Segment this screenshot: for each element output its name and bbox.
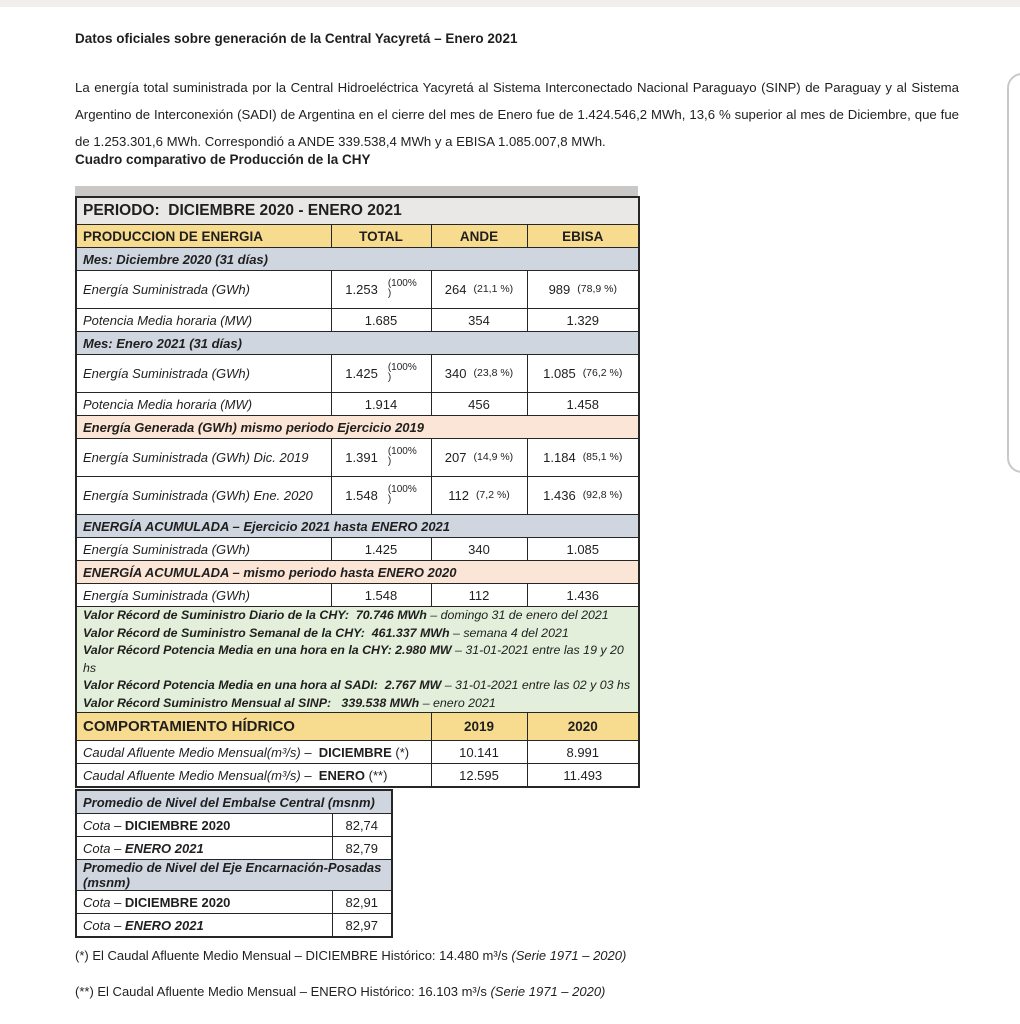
hydro-value-2019: 10.141	[431, 741, 527, 764]
ande-pct: (14,9 %)	[473, 451, 514, 463]
total-note-line2: )	[387, 455, 392, 467]
hydro-label-italic: Caudal Afluente Medio Mensual(m³/s) –	[83, 744, 319, 760]
hydro-label-month: DICIEMBRE	[318, 744, 392, 760]
total-note	[388, 485, 417, 505]
total-value: 1.253	[345, 282, 378, 297]
ebisa-cell	[527, 271, 639, 309]
levels-row-eje-january	[76, 914, 392, 938]
record-line-monthly-sinp	[83, 695, 632, 713]
page-top-strip	[0, 0, 1020, 7]
total-value: 1.548	[331, 584, 431, 607]
hydro-label-mark: (**)	[365, 767, 388, 783]
ande-value: 207	[444, 450, 467, 465]
total-value: 1.914	[331, 393, 431, 416]
ebisa-value: 1.085	[527, 538, 639, 561]
total-note-line1: (100%	[387, 277, 417, 289]
hydro-header-row	[76, 713, 639, 741]
hydro-label-mark: (*)	[391, 744, 410, 760]
table-row-january-supplied	[76, 355, 639, 393]
total-cell	[331, 271, 431, 309]
total-note-line2: )	[387, 371, 392, 383]
record-rest: – semana 4 del 2021	[449, 625, 569, 640]
ebisa-value: 1.329	[527, 309, 639, 332]
ebisa-pct: (92,8 %)	[582, 489, 623, 501]
row-label: Energía Suministrada (GWh)	[76, 584, 331, 607]
levels-header-embalse: Promedio de Nivel del Embalse Central (msnm)	[76, 790, 392, 814]
column-header-total: TOTAL	[331, 225, 431, 248]
hydro-value-2020: 8.991	[527, 741, 639, 764]
total-value-wrap	[338, 361, 425, 384]
ande-pct: (7,2 %)	[475, 489, 510, 501]
ebisa-pct: (76,2 %)	[582, 367, 623, 379]
section-row-december	[76, 248, 639, 271]
hydro-row-label	[76, 741, 431, 764]
cota-label	[76, 914, 332, 938]
total-note-line1: (100%	[387, 361, 417, 373]
total-value-wrap	[338, 483, 425, 506]
ebisa-value: 1.458	[527, 393, 639, 416]
records-row	[76, 607, 639, 713]
levels-header-eje: Promedio de Nivel del Eje Encarnación-Posadas (msnm)	[76, 860, 392, 891]
record-line-hour-sadi	[83, 677, 632, 695]
total-value: 1.548	[345, 488, 378, 503]
cota-prefix: Cota –	[83, 894, 125, 910]
records-block	[76, 607, 639, 713]
cota-prefix: Cota –	[83, 917, 125, 933]
table-row-accumulated-2020	[76, 584, 639, 607]
scrollbar-thumb[interactable]	[1007, 73, 1020, 473]
total-value: 1.685	[331, 309, 431, 332]
hydro-label-italic: Caudal Afluente Medio Mensual(m³/s) –	[83, 767, 319, 783]
ande-cell	[431, 477, 527, 515]
table-row-december-power	[76, 309, 639, 332]
ande-value: 456	[431, 393, 527, 416]
footnote-text: (**) El Caudal Afluente Medio Mensual – ENERO Histórico: 16.103 m³/s	[75, 984, 491, 999]
total-cell	[331, 439, 431, 477]
table-caption: Cuadro comparativo de Producción de la CHY	[75, 152, 371, 167]
ande-cell	[431, 439, 527, 477]
ebisa-pct: (78,9 %)	[577, 283, 617, 295]
total-cell	[331, 477, 431, 515]
footnote-serie: (Serie 1971 – 2020)	[511, 948, 627, 963]
section-energia-generada-2019: Energía Generada (GWh) mismo periodo Ejercicio 2019	[76, 416, 639, 439]
total-cell	[331, 355, 431, 393]
column-header-ebisa: EBISA	[527, 225, 639, 248]
footnote-text: (*) El Caudal Afluente Medio Mensual – DICIEMBRE Histórico: 14.480 m³/s	[75, 948, 512, 963]
total-note-line2: )	[387, 493, 392, 505]
ebisa-cell	[527, 477, 639, 515]
hydro-value-2019: 12.595	[431, 764, 527, 788]
total-note	[388, 447, 417, 467]
hydro-row-december	[76, 741, 639, 764]
document-title: Datos oficiales sobre generación de la Central Yacyretá – Enero 2021	[75, 31, 518, 46]
total-note-line1: (100%	[387, 483, 417, 495]
record-bold: Valor Récord Potencia Media en una hora en la CHY: 2.980 MW	[83, 643, 452, 657]
hydro-label-month: ENERO	[318, 767, 366, 783]
ebisa-value: 1.436	[527, 584, 639, 607]
row-label: Energía Suministrada (GWh) Ene. 2020	[76, 477, 331, 515]
cota-label	[76, 891, 332, 914]
intro-paragraph: La energía total suministrada por la Central Hidroeléctrica Yacyretá al Sistema Interconectado Nacional Paraguayo (SINP) de Paraguay y al Sistema Argentino de Interconexión (SADI) de Argentina en el cierre del mes de Enero fue de 1.424.546,2 MWh, 13,6 % superior al mes de Diciembre, que fue de 1.253.301,6 MWh. Correspondió a ANDE 339.538,4 MWh y a EBISA 1.085.007,8 MWh.	[75, 80, 959, 149]
ande-value: 340	[444, 366, 467, 381]
section-energia-acumulada-2020: ENERGÍA ACUMULADA – mismo periodo hasta ENERO 2020	[76, 561, 639, 584]
ande-value: 354	[431, 309, 527, 332]
record-line-hour-chy	[83, 642, 632, 677]
ande-pct: (23,8 %)	[473, 367, 514, 379]
ande-value: 112	[448, 488, 469, 503]
column-header-ande: ANDE	[431, 225, 527, 248]
total-value-wrap	[338, 277, 425, 300]
ebisa-pct: (85,1 %)	[582, 451, 623, 463]
hydro-title: COMPORTAMIENTO HÍDRICO	[76, 713, 431, 741]
total-value-wrap	[338, 445, 425, 468]
record-bold: Valor Récord de Suministro Diario de la CHY: 70.746 MWh	[83, 608, 427, 622]
table-row-december-2019-supplied	[76, 439, 639, 477]
hydro-row-label	[76, 764, 431, 788]
cota-month: DICIEMBRE 2020	[124, 894, 231, 910]
section-mes-enero: Mes: Enero 2021 (31 días)	[76, 332, 639, 355]
table-row-january-power	[76, 393, 639, 416]
cota-label	[76, 837, 332, 860]
ande-pct: (21,1 %)	[473, 283, 514, 295]
section-row-accumulated-2020	[76, 561, 639, 584]
cota-label	[76, 814, 332, 837]
table-row-january-2020-supplied	[76, 477, 639, 515]
section-row-january	[76, 332, 639, 355]
cota-value: 82,79	[332, 837, 392, 860]
ande-cell	[431, 355, 527, 393]
levels-header-embalse-row	[76, 790, 392, 814]
cota-month: DICIEMBRE 2020	[124, 817, 231, 833]
production-table-wrap	[75, 186, 640, 788]
total-value: 1.391	[345, 450, 378, 465]
record-line-weekly	[83, 625, 632, 643]
ande-value: 264	[444, 282, 467, 297]
period-title: PERIODO: DICIEMBRE 2020 - ENERO 2021	[76, 197, 639, 225]
row-label: Energía Suministrada (GWh)	[76, 271, 331, 309]
levels-table	[75, 789, 393, 938]
record-bold: Valor Récord Suministro Mensual al SINP: 339.538 MWh	[83, 695, 420, 710]
production-table	[75, 196, 640, 788]
levels-row-embalse-december	[76, 814, 392, 837]
ande-cell	[431, 271, 527, 309]
record-bold: Valor Récord de Suministro Semanal de la CHY: 461.337 MWh	[83, 625, 450, 640]
footnote-december	[75, 948, 626, 963]
total-note-line2: )	[387, 287, 392, 299]
ebisa-value: 989	[548, 282, 571, 297]
record-bold: Valor Récord Potencia Media en una hora al SADI: 2.767 MW	[83, 678, 442, 692]
total-note	[388, 363, 417, 383]
row-label: Potencia Media horaria (MW)	[76, 393, 331, 416]
cota-value: 82,97	[332, 914, 392, 938]
row-label: Potencia Media horaria (MW)	[76, 309, 331, 332]
table-row-december-supplied	[76, 271, 639, 309]
column-header-row	[76, 225, 639, 248]
column-header-produccion: PRODUCCION DE ENERGIA	[76, 225, 331, 248]
ebisa-cell	[527, 355, 639, 393]
total-note-line1: (100%	[387, 445, 417, 457]
ande-value: 112	[431, 584, 527, 607]
hydro-year-2020: 2020	[527, 713, 639, 741]
row-label: Energía Suministrada (GWh) Dic. 2019	[76, 439, 331, 477]
hydro-year-2019: 2019	[431, 713, 527, 741]
levels-row-eje-december	[76, 891, 392, 914]
section-row-generated-2019	[76, 416, 639, 439]
footnote-serie: (Serie 1971 – 2020)	[490, 984, 606, 999]
total-value: 1.425	[345, 366, 378, 381]
levels-row-embalse-january	[76, 837, 392, 860]
record-rest: – domingo 31 de enero del 2021	[426, 608, 609, 622]
ebisa-value: 1.436	[543, 488, 576, 503]
section-row-accumulated-2021	[76, 515, 639, 538]
row-label: Energía Suministrada (GWh)	[76, 538, 331, 561]
levels-header-eje-row	[76, 860, 392, 891]
section-mes-diciembre: Mes: Diciembre 2020 (31 días)	[76, 248, 639, 271]
section-energia-acumulada-2021: ENERGÍA ACUMULADA – Ejercicio 2021 hasta ENERO 2021	[76, 515, 639, 538]
total-value: 1.425	[331, 538, 431, 561]
ebisa-value: 1.085	[543, 366, 576, 381]
table-row-accumulated-2021	[76, 538, 639, 561]
row-label: Energía Suministrada (GWh)	[76, 355, 331, 393]
record-rest: – 31-01-2021 entre las 19 y 20 hs	[83, 643, 628, 675]
hydro-value-2020: 11.493	[527, 764, 639, 788]
cota-prefix: Cota –	[83, 817, 125, 833]
cota-month: ENERO 2021	[124, 840, 204, 856]
record-rest: – enero 2021	[419, 695, 496, 710]
total-note	[388, 279, 417, 299]
cota-prefix: Cota –	[83, 840, 125, 856]
ebisa-cell	[527, 439, 639, 477]
cota-month: ENERO 2021	[124, 917, 204, 933]
record-line-daily	[83, 607, 632, 625]
period-row	[76, 197, 639, 225]
footnote-january	[75, 984, 605, 999]
cota-value: 82,74	[332, 814, 392, 837]
record-rest: – 31-01-2021 entre las 02 y 03 hs	[441, 678, 631, 692]
cota-value: 82,91	[332, 891, 392, 914]
ebisa-value: 1.184	[543, 450, 576, 465]
table-top-gray-band	[75, 186, 638, 196]
ande-value: 340	[431, 538, 527, 561]
hydro-row-january	[76, 764, 639, 788]
